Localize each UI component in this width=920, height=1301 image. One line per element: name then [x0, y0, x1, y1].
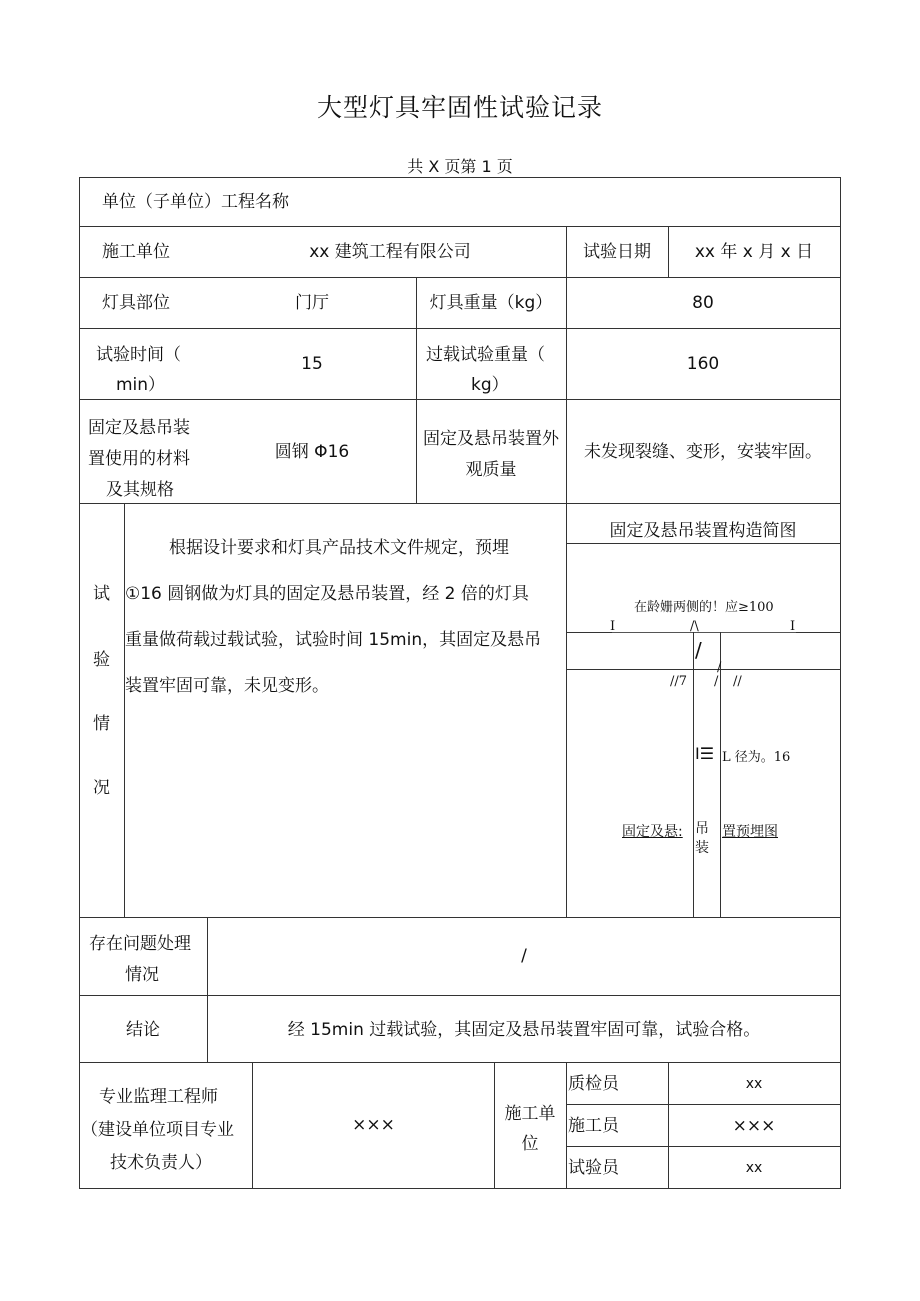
- row-divider: [79, 328, 841, 329]
- contractor-value: xx 建筑工程有限公司: [309, 242, 471, 262]
- diagram-line: [566, 669, 841, 670]
- situation-line: ①16 圆钢做为灯具的固定及悬吊装置，经 2 倍的灯具: [125, 584, 529, 604]
- construction-unit-label-2: 位: [521, 1134, 539, 1154]
- diagram-mark: //: [733, 674, 742, 689]
- appearance-label: 固定及悬吊装置外: [423, 429, 559, 449]
- diagram-caption: 吊: [695, 821, 709, 837]
- supervisor-label-3: 技术负责人）: [110, 1153, 212, 1173]
- test-time-label: 试验时间（: [96, 345, 181, 365]
- diagram-mark: I: [610, 619, 616, 634]
- overload-weight-label-unit: kg）: [471, 375, 509, 395]
- role-constructor: 施工员: [568, 1116, 619, 1136]
- contractor-label: 施工单位: [102, 242, 170, 262]
- diagram-mark: /\: [690, 619, 699, 634]
- page-title: 大型灯具牢固性试验记录: [316, 93, 603, 122]
- material-label-2: 置使用的材料: [88, 449, 190, 469]
- row-divider: [79, 995, 841, 996]
- test-time-value: 15: [301, 354, 323, 374]
- lamp-weight-label: 灯具重量（kg）: [429, 293, 553, 313]
- col-divider: [566, 1062, 567, 1189]
- situation-label-char: 验: [93, 650, 110, 670]
- row-divider: [566, 1146, 841, 1147]
- problems-label: 存在问题处理: [89, 934, 191, 954]
- problems-value: /: [521, 946, 527, 966]
- lamp-location-label: 灯具部位: [102, 293, 170, 313]
- test-time-label-unit: min）: [116, 375, 166, 395]
- tester-name: xx: [745, 1160, 763, 1176]
- table-border-bottom: [79, 1188, 841, 1189]
- situation-line: 装置牢固可靠，未见变形。: [125, 676, 329, 696]
- diagram-line: [566, 543, 841, 544]
- supervisor-label: 专业监理工程师: [99, 1087, 218, 1107]
- test-date-value: xx 年 x 月 x 日: [694, 242, 814, 262]
- row-divider: [79, 503, 841, 504]
- appearance-value: 未发现裂缝、变形，安装牢固。: [584, 442, 822, 462]
- appearance-label-2: 观质量: [465, 460, 517, 480]
- diagram-title: 固定及悬吊装置构造简图: [609, 521, 797, 541]
- situation-line: 根据设计要求和灯具产品技术文件规定，预埋: [169, 538, 509, 558]
- diagram-mark: /: [695, 638, 702, 662]
- situation-text: [125, 525, 567, 709]
- row-divider: [79, 399, 841, 400]
- lamp-weight-value: 80: [692, 293, 714, 313]
- row-divider: [79, 1062, 841, 1063]
- row-divider: [79, 277, 841, 278]
- situation-line: 重量做荷载过载试验，试验时间 15min，其固定及悬吊: [125, 630, 542, 650]
- diameter-note: L 径为。16: [722, 750, 791, 765]
- row-divider: [566, 1104, 841, 1105]
- lamp-location-value: 门厅: [295, 293, 329, 313]
- situation-label-char: 试: [93, 584, 110, 604]
- construction-unit-label: 施工单: [504, 1104, 556, 1124]
- material-label: 固定及悬吊装: [88, 418, 190, 438]
- overload-weight-label: 过载试验重量（: [426, 345, 545, 365]
- supervisor-label-2: （建设单位项目专业: [81, 1120, 234, 1140]
- problems-label-2: 情况: [125, 965, 159, 985]
- diagram-mark: I☰: [695, 744, 715, 763]
- row-divider: [79, 226, 841, 227]
- situation-label-char: 情: [93, 714, 110, 734]
- conclusion-value: 经 15min 过载试验，其固定及悬吊装置牢固可靠，试验合格。: [287, 1020, 761, 1040]
- supervisor-signature: ×××: [352, 1115, 395, 1135]
- table-border-top: [79, 177, 841, 178]
- role-quality-inspector: 质检员: [568, 1074, 619, 1094]
- material-label-3: 及其规格: [106, 480, 174, 500]
- diagram-mark: /: [714, 674, 719, 689]
- diagram-mark: I: [790, 619, 796, 634]
- role-tester: 试验员: [568, 1158, 619, 1178]
- diagram-note: 在龄姗两侧的！应≥100: [634, 600, 774, 615]
- material-value: 圆钢 Φ16: [274, 442, 350, 462]
- diagram-mark: /: [717, 660, 722, 675]
- page-number: 共 X 页第 1 页: [407, 157, 513, 176]
- row-divider: [79, 917, 841, 918]
- diagram-line: [612, 632, 796, 633]
- test-date-label: 试验日期: [583, 242, 651, 262]
- overload-weight-value: 160: [686, 354, 720, 374]
- diagram-caption: 置预埋图: [722, 824, 778, 840]
- diagram-caption: 装: [695, 840, 709, 856]
- project-name-label: 单位（子单位）工程名称: [102, 192, 289, 212]
- constructor-name: ×××: [732, 1116, 776, 1136]
- situation-label-char: 况: [93, 778, 110, 798]
- conclusion-label: 结论: [126, 1020, 160, 1040]
- diagram-mark: //7: [670, 674, 688, 689]
- diagram-caption: 固定及悬:: [622, 824, 683, 840]
- quality-inspector-name: xx: [745, 1076, 763, 1092]
- diagram-line: [693, 632, 694, 918]
